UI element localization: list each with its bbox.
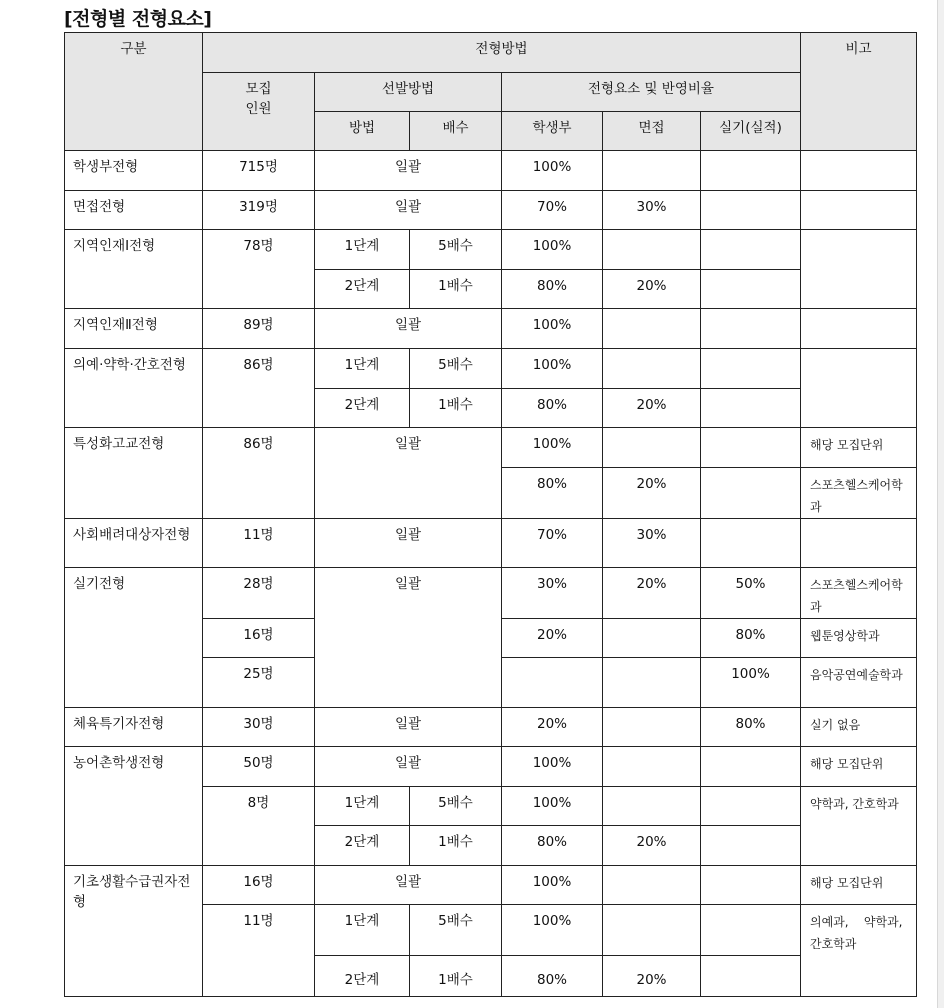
stage: 2단계: [315, 956, 410, 997]
quota: 11명: [203, 905, 315, 997]
note: 스포츠헬스케어학과: [801, 568, 917, 619]
selection: 일괄: [315, 866, 502, 905]
practical: [701, 468, 801, 519]
practical: [701, 151, 801, 191]
note: 해당 모집단위: [801, 866, 917, 905]
header-way: 방법: [315, 112, 410, 151]
table-row: [65, 428, 917, 468]
interview: [603, 428, 701, 468]
record: 20%: [502, 708, 603, 747]
practical: [701, 230, 801, 270]
table-row: [65, 708, 917, 747]
record: 100%: [502, 787, 603, 826]
note: 음악공연예술학과: [801, 658, 917, 708]
row-name: 학생부전형: [65, 151, 203, 191]
interview: [603, 866, 701, 905]
table-row: [65, 230, 917, 270]
multiple: 1배수: [410, 956, 502, 997]
header-elements: 전형요소 및 반영비율: [502, 73, 801, 112]
header-method: 전형방법: [203, 33, 801, 73]
interview: 30%: [603, 191, 701, 230]
multiple: 5배수: [410, 230, 502, 270]
interview: [603, 619, 701, 658]
interview: 20%: [603, 468, 701, 519]
selection: 일괄: [315, 519, 502, 568]
quota: 319명: [203, 191, 315, 230]
row-name: 사회배려대상자전형: [65, 519, 203, 568]
multiple: 1배수: [410, 826, 502, 866]
record: 70%: [502, 191, 603, 230]
practical: 100%: [701, 658, 801, 708]
row-name: 기초생활수급권자전형: [65, 866, 203, 997]
record: 100%: [502, 905, 603, 956]
practical: [701, 389, 801, 428]
header-quota: 모집 인원: [203, 73, 315, 151]
header-selection: 선발방법: [315, 73, 502, 112]
record: 80%: [502, 270, 603, 309]
row-name: 체육특기자전형: [65, 708, 203, 747]
record: 100%: [502, 747, 603, 787]
practical: [701, 270, 801, 309]
interview: 20%: [603, 568, 701, 619]
interview: [603, 747, 701, 787]
selection: 일괄: [315, 151, 502, 191]
practical: [701, 191, 801, 230]
header-category: 구분: [65, 33, 203, 151]
stage: 1단계: [315, 905, 410, 956]
note: [801, 349, 917, 428]
row-name: 지역인재Ⅰ전형: [65, 230, 203, 309]
practical: [701, 309, 801, 349]
header-multiple: 배수: [410, 112, 502, 151]
row-name: 특성화고교전형: [65, 428, 203, 519]
stage: 1단계: [315, 787, 410, 826]
quota: 50명: [203, 747, 315, 787]
record: 100%: [502, 866, 603, 905]
header-note: 비고: [801, 33, 917, 151]
record: 70%: [502, 519, 603, 568]
note: 해당 모집단위: [801, 428, 917, 468]
note: 의예과, 약학과, 간호학과: [801, 905, 917, 997]
scrollbar[interactable]: [937, 0, 944, 1008]
quota: 25명: [203, 658, 315, 708]
quota: 715명: [203, 151, 315, 191]
selection: 일괄: [315, 191, 502, 230]
note: [801, 151, 917, 191]
quota: 16명: [203, 619, 315, 658]
table-row: [65, 568, 917, 619]
stage: 1단계: [315, 230, 410, 270]
row-name: 면접전형: [65, 191, 203, 230]
multiple: 5배수: [410, 349, 502, 389]
note: [801, 309, 917, 349]
quota: 8명: [203, 787, 315, 866]
selection: 일괄: [315, 309, 502, 349]
record: 80%: [502, 956, 603, 997]
note: [801, 191, 917, 230]
selection: 일괄: [315, 568, 502, 708]
interview: 20%: [603, 826, 701, 866]
quota: 86명: [203, 428, 315, 519]
record: 100%: [502, 230, 603, 270]
multiple: 1배수: [410, 270, 502, 309]
record: 80%: [502, 468, 603, 519]
quota: 86명: [203, 349, 315, 428]
practical: [701, 905, 801, 956]
quota: 78명: [203, 230, 315, 309]
practical: [701, 747, 801, 787]
practical: [701, 956, 801, 997]
page-title: [전형별 전형요소]: [64, 8, 212, 30]
table-row: [65, 151, 917, 191]
note: [801, 519, 917, 568]
practical: [701, 519, 801, 568]
practical: 80%: [701, 619, 801, 658]
selection: 일괄: [315, 428, 502, 519]
practical: [701, 349, 801, 389]
selection: 일괄: [315, 747, 502, 787]
table-row: [65, 191, 917, 230]
row-name: 지역인재Ⅱ전형: [65, 309, 203, 349]
stage: 2단계: [315, 389, 410, 428]
table-row: [65, 309, 917, 349]
stage: 2단계: [315, 270, 410, 309]
header-record: 학생부: [502, 112, 603, 151]
table-row: [65, 349, 917, 389]
multiple: 5배수: [410, 787, 502, 826]
practical: [701, 428, 801, 468]
record: 30%: [502, 568, 603, 619]
record: 80%: [502, 826, 603, 866]
interview: [603, 309, 701, 349]
table-row: [65, 519, 917, 568]
note: 스포츠헬스케어학과: [801, 468, 917, 519]
header-practical: 실기(실적): [701, 112, 801, 151]
practical: [701, 826, 801, 866]
note: [801, 230, 917, 309]
admission-table: [64, 32, 917, 997]
note: 해당 모집단위: [801, 747, 917, 787]
interview: [603, 708, 701, 747]
interview: [603, 658, 701, 708]
record: 20%: [502, 619, 603, 658]
interview: [603, 787, 701, 826]
practical: 50%: [701, 568, 801, 619]
practical: [701, 866, 801, 905]
quota: 89명: [203, 309, 315, 349]
note: 약학과, 간호학과: [801, 787, 917, 866]
interview: 20%: [603, 270, 701, 309]
interview: 30%: [603, 519, 701, 568]
record: 100%: [502, 349, 603, 389]
interview: [603, 230, 701, 270]
practical: 80%: [701, 708, 801, 747]
table-row: [65, 866, 917, 905]
note: 실기 없음: [801, 708, 917, 747]
multiple: 1배수: [410, 389, 502, 428]
multiple: 5배수: [410, 905, 502, 956]
row-name: 농어촌학생전형: [65, 747, 203, 866]
record: 100%: [502, 428, 603, 468]
header-interview: 면접: [603, 112, 701, 151]
interview: [603, 905, 701, 956]
table-row: [65, 747, 917, 787]
practical: [701, 787, 801, 826]
quota: 28명: [203, 568, 315, 619]
record: [502, 658, 603, 708]
interview: 20%: [603, 389, 701, 428]
selection: 일괄: [315, 708, 502, 747]
stage: 1단계: [315, 349, 410, 389]
quota: 16명: [203, 866, 315, 905]
interview: [603, 151, 701, 191]
record: 80%: [502, 389, 603, 428]
record: 100%: [502, 309, 603, 349]
row-name: 실기전형: [65, 568, 203, 708]
stage: 2단계: [315, 826, 410, 866]
interview: 20%: [603, 956, 701, 997]
note: 웹툰영상학과: [801, 619, 917, 658]
interview: [603, 349, 701, 389]
row-name: 의예·약학·간호전형: [65, 349, 203, 428]
quota: 30명: [203, 708, 315, 747]
quota: 11명: [203, 519, 315, 568]
record: 100%: [502, 151, 603, 191]
